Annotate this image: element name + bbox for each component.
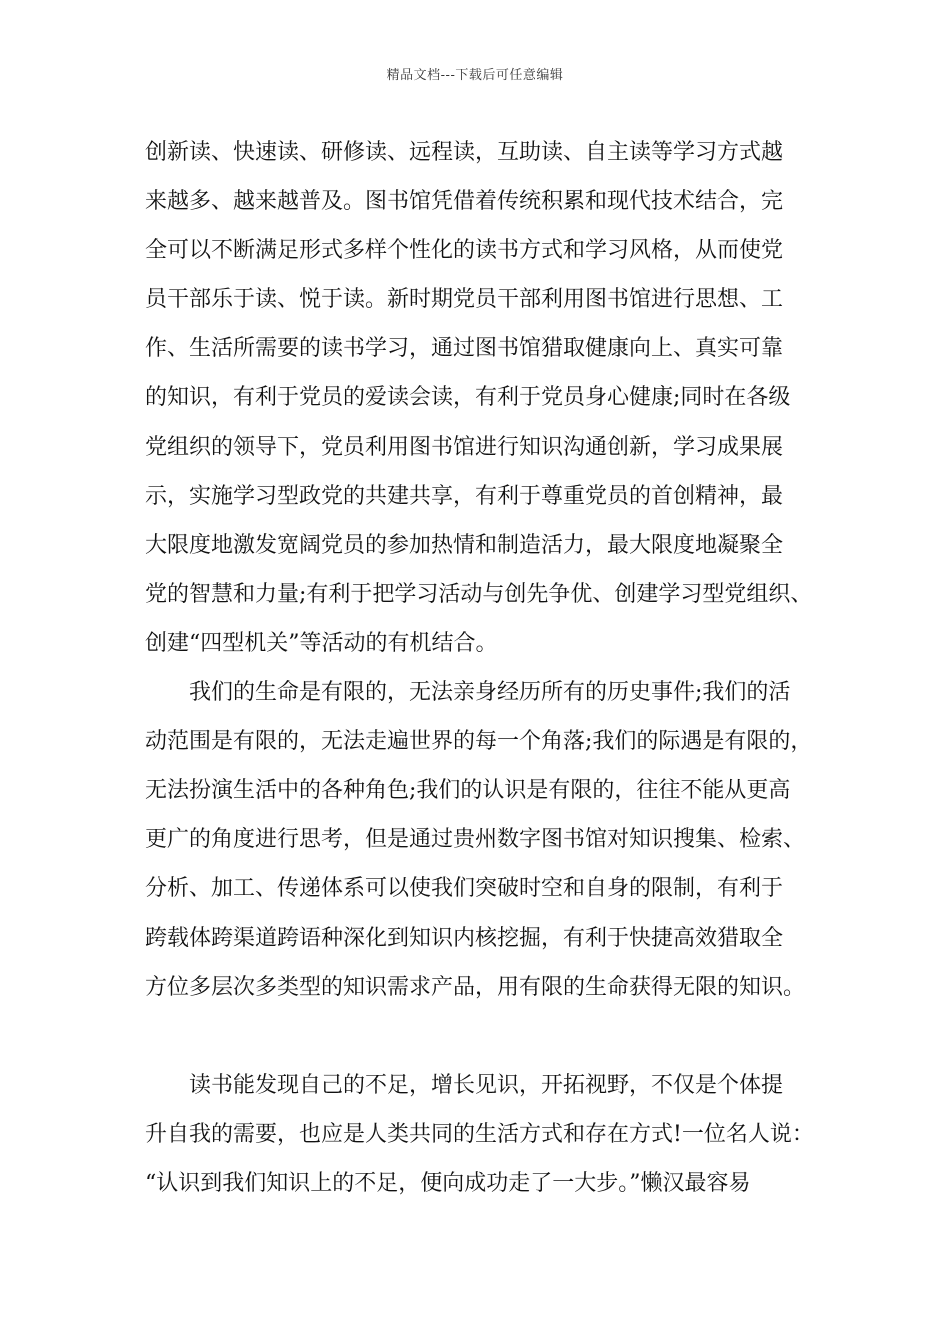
document-body [145, 128, 815, 1208]
text-line: 创建“四型机关”等活动的有机结合。 [145, 630, 498, 656]
text-line: 创新读、快速读、研修读、远程读，互助读、自主读等学习方式越 [145, 140, 784, 165]
text-line: 更广的角度进行思考，但是通过贵州数字图书馆对知识搜集、检索、 [145, 827, 806, 853]
text-line: 方位多层次多类型的知识需求产品，用有限的生命获得无限的知识。 [145, 974, 806, 1000]
paragraph [145, 1061, 815, 1208]
text-line: 全可以不断满足形式多样个性化的读书方式和学习风格，从而使党 [145, 238, 784, 264]
text-line: 党的智慧和力量;有利于把学习活动与创先争优、创建学习型党组织、 [145, 581, 813, 607]
paragraph [145, 128, 815, 668]
text-line: 来越多、越来越普及。图书馆凭借着传统积累和现代技术结合，完 [145, 189, 784, 215]
text-line: 动范围是有限的，无法走遍世界的每一个角落;我们的际遇是有限的， [145, 729, 813, 755]
text-line: 升自我的需要，也应是人类共同的生活方式和存在方式!一位名人说： [145, 1121, 814, 1147]
text-line: “认识到我们知识上的不足，便向成功走了一大步。”懒汉最容易 [145, 1170, 751, 1196]
text-line: 我们的生命是有限的，无法亲身经历所有的历史事件;我们的活 [189, 680, 791, 706]
text-line: 示，实施学习型政党的共建共享，有利于尊重党员的首创精神，最 [145, 483, 784, 509]
text-line: 分析、加工、传递体系可以使我们突破时空和自身的限制，有利于 [145, 876, 784, 902]
text-line: 读书能发现自己的不足，增长见识，开拓视野，不仅是个体提 [189, 1072, 784, 1098]
paragraph-spacer [145, 1012, 815, 1061]
text-line: 的知识，有利于党员的爱读会读，有利于党员身心健康;同时在各级 [145, 385, 791, 411]
text-line: 大限度地激发宽阔党员的参加热情和制造活力，最大限度地凝聚全 [145, 532, 784, 558]
text-line: 跨载体跨渠道跨语种深化到知识内核挖掘，有利于快捷高效猎取全 [145, 925, 784, 951]
text-line: 党组织的领导下，党员利用图书馆进行知识沟通创新，学习成果展 [145, 434, 784, 460]
page-header: 精品文档---下载后可任意编辑 [386, 68, 564, 83]
text-line: 员干部乐于读、悦于读。新时期党员干部利用图书馆进行思想、工 [145, 287, 784, 313]
text-line: 无法扮演生活中的各种角色;我们的认识是有限的，往往不能从更高 [145, 778, 791, 804]
paragraph [145, 668, 815, 1012]
text-line: 作、生活所需要的读书学习，通过图书馆猎取健康向上、真实可靠 [145, 336, 784, 362]
